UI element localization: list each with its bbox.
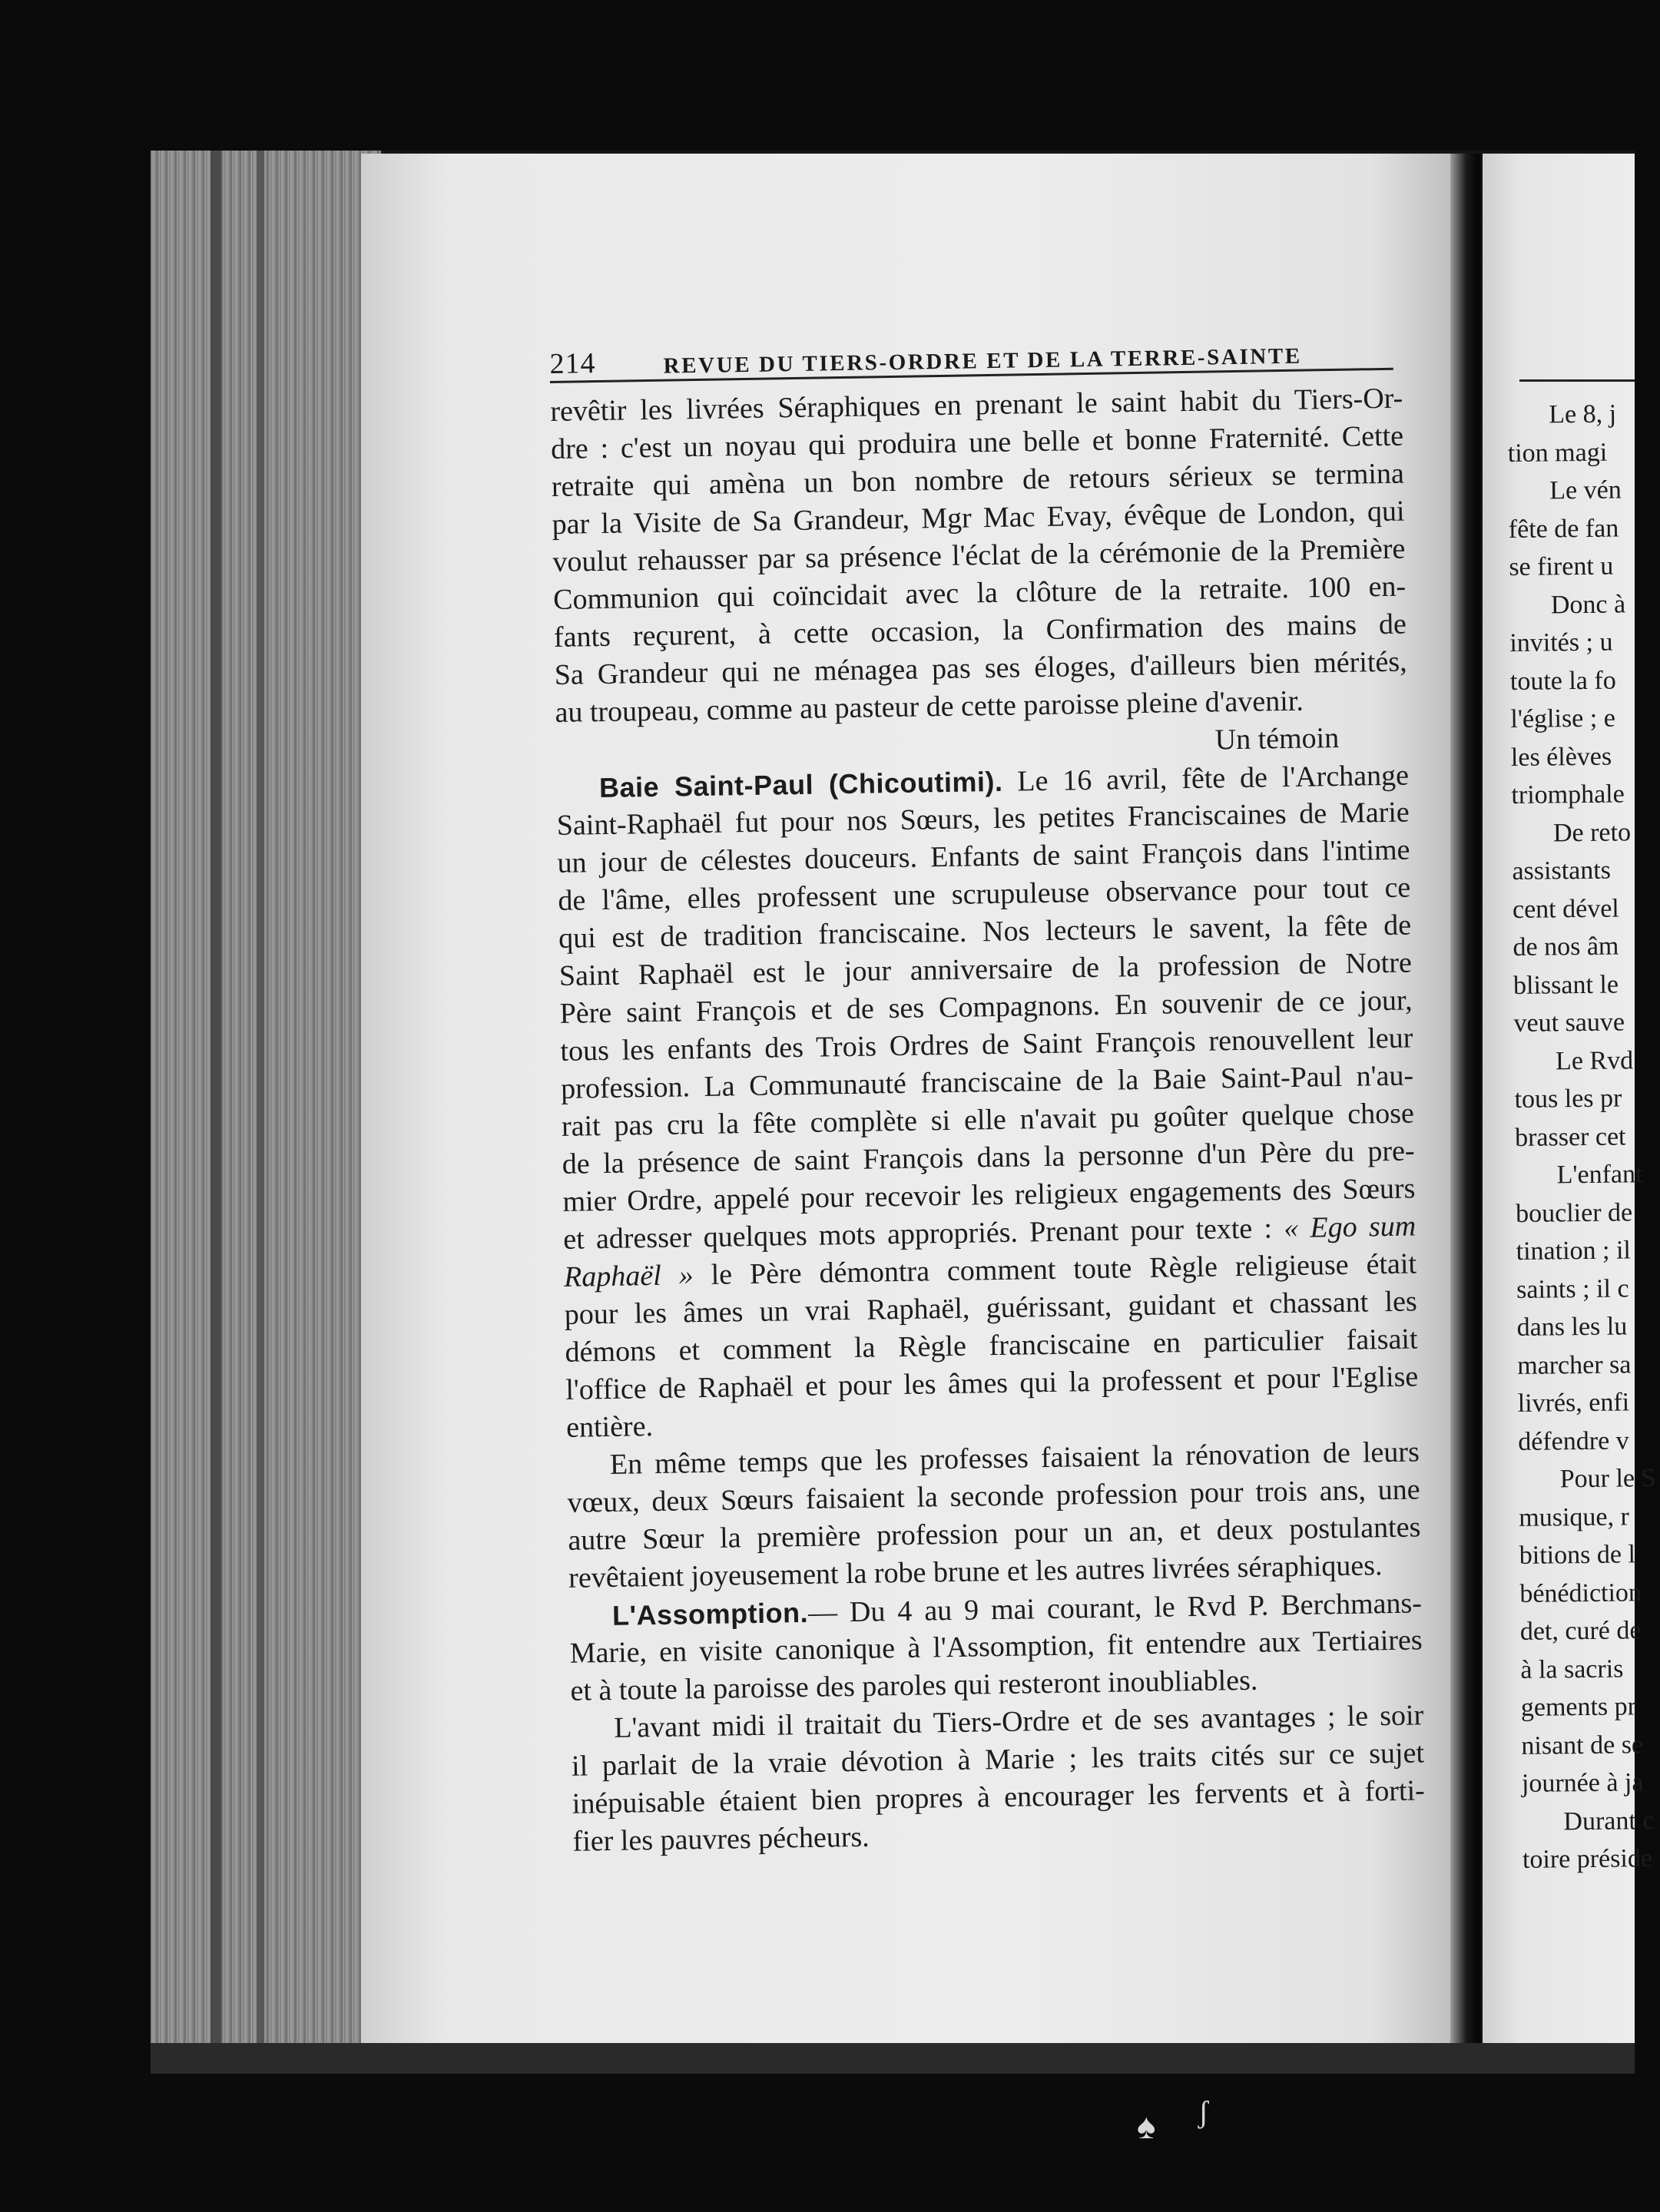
line-text: En même temps que les professes faisaient la rénovation de leurs bbox=[609, 1435, 1420, 1481]
line-text: inépuisable étaient bien propres à encourager les fervents et à forti- bbox=[572, 1774, 1426, 1820]
text-line: tion magi bbox=[1507, 438, 1608, 468]
line-text: tous les enfants des Trois Ordres de Saint François renouvellent leur bbox=[560, 1022, 1413, 1068]
text-line: musique, r bbox=[1519, 1502, 1630, 1532]
line-text: Le 16 avril, fête de l'Archange bbox=[1002, 759, 1410, 798]
page-edge-shadow bbox=[257, 151, 264, 2048]
italic-quote: « Ego sum bbox=[1271, 1210, 1416, 1245]
line-text: démons et comment la Règle franciscaine en particulier faisait bbox=[565, 1323, 1418, 1369]
dust-speck: ʃ bbox=[1198, 2094, 1209, 2129]
line-text: Communion qui coïncidait avec la clôture de la retraite. 100 en- bbox=[552, 570, 1407, 616]
text-line: Le vén bbox=[1549, 475, 1622, 505]
line-text: il parlait de la vraie dévotion à Marie ; les traits cités sur ce sujet bbox=[571, 1737, 1425, 1783]
text-line: triomphale bbox=[1511, 780, 1625, 810]
line-text: l'office de Raphaël et pour les âmes qui la professent et pour l'Eglise bbox=[565, 1360, 1419, 1406]
text-line: fête de fan bbox=[1508, 513, 1619, 544]
text-line: saints ; il c bbox=[1516, 1273, 1629, 1304]
line-text: L'avant midi il traitait du Tiers-Ordre et de ses avantages ; le soir bbox=[613, 1699, 1424, 1744]
line-text: revêtaient joyeusement la robe brune et les autres livrées séraphiques. bbox=[568, 1549, 1383, 1594]
line-text: dre : c'est un noyau qui produira une belle et bonne Fraternité. Cette bbox=[550, 419, 1404, 465]
page-edges bbox=[151, 151, 381, 2048]
line-text: de la présence de saint François dans la personne d'un Père du pre- bbox=[562, 1134, 1415, 1181]
dust-speck: ♠ bbox=[1137, 2107, 1156, 2146]
line-text: de l'âme, elles professent une scrupuleuse observance pour tout ce bbox=[558, 871, 1411, 917]
text-line: Le Rvd bbox=[1555, 1045, 1634, 1075]
text-line: brasser cet bbox=[1514, 1121, 1626, 1152]
page-edge-shadow bbox=[210, 151, 221, 2048]
text-line: bénédiction bbox=[1519, 1578, 1642, 1608]
text-line: se firent u bbox=[1509, 551, 1614, 581]
running-title: REVUE DU TIERS-ORDRE ET DE LA TERRE-SAINTE bbox=[663, 343, 1302, 379]
line-text: Marie, en visite canonique à l'Assomption, fit entendre aux Tertiaires bbox=[569, 1624, 1423, 1670]
line-text: rait pas cru la fête complète si elle n'avait pu goûter quelque chose bbox=[561, 1097, 1415, 1143]
line-text: pour les âmes un vrai Raphaël, guérissant, guidant et chassant les bbox=[564, 1285, 1418, 1331]
text-line: marcher sa bbox=[1517, 1349, 1632, 1380]
line-text: Saint-Raphaël fut pour nos Sœurs, les petites Franciscaines de Marie bbox=[556, 796, 1410, 842]
line-text: revêtir les livrées Séraphiques en prenant le saint habit du Tiers-Or- bbox=[550, 382, 1403, 428]
line-text: et à toute la paroisse des paroles qui resteront inoubliables. bbox=[570, 1664, 1258, 1707]
text-line: gements pr bbox=[1520, 1692, 1637, 1722]
text-line: det, curé de bbox=[1519, 1616, 1642, 1646]
line-text: mier Ordre, appelé pour recevoir les religieux engagements des Sœurs bbox=[562, 1172, 1416, 1218]
text-line: toire préside bbox=[1522, 1844, 1653, 1874]
section-heading: Baie Saint-Paul (Chicoutimi). bbox=[598, 765, 1003, 804]
page-number: 214 bbox=[549, 347, 596, 381]
italic-quote: Raphaël » bbox=[563, 1259, 694, 1293]
text-line: Durant c bbox=[1563, 1806, 1655, 1836]
line-text: fier les pauvres pécheurs. bbox=[572, 1820, 870, 1858]
line-text: — Du 4 au 9 mai courant, le Rvd P. Berchmans- bbox=[807, 1587, 1423, 1629]
text-line: à la sacris bbox=[1520, 1654, 1624, 1684]
section-heading: L'Assomption. bbox=[611, 1596, 809, 1631]
text-line: défendre v bbox=[1518, 1426, 1629, 1456]
text-line: veut sauve bbox=[1513, 1008, 1625, 1038]
text-line: Le 8, j bbox=[1549, 399, 1617, 429]
line-text: Un témoin bbox=[1214, 721, 1340, 757]
line-text: par la Visite de Sa Grandeur, Mgr Mac Evay, évêque de London, qui bbox=[552, 495, 1405, 541]
line-text: un jour de célestes douceurs. Enfants de saint François dans l'intime bbox=[557, 833, 1410, 879]
line-text: vœux, deux Sœurs faisaient la seconde profession pour trois ans, une bbox=[567, 1473, 1420, 1519]
line-text: et adresser quelques mots appropriés. Prenant pour texte : bbox=[562, 1212, 1273, 1256]
right-page-text bbox=[1507, 395, 1656, 1879]
line-text: Saint Raphaël est le jour anniversaire de la profession de Notre bbox=[558, 946, 1413, 992]
text-line: bouclier de bbox=[1515, 1197, 1633, 1228]
text-line: journée à ja bbox=[1521, 1768, 1644, 1798]
text-line: dans les lu bbox=[1516, 1312, 1628, 1342]
text-line: nisant de se bbox=[1521, 1730, 1644, 1760]
text-line: invités ; u bbox=[1509, 628, 1613, 657]
text-line: tous les pr bbox=[1514, 1084, 1622, 1114]
line-text: Père saint François et de ses Compagnons. En souvenir de ce jour, bbox=[559, 984, 1413, 1030]
text-line: De reto bbox=[1552, 817, 1632, 847]
line-text: le Père démontra comment toute Règle religieuse était bbox=[693, 1247, 1417, 1292]
line-text: fants reçurent, à cette occasion, la Confirmation des mains de bbox=[553, 608, 1407, 654]
text-line: livrés, enfi bbox=[1517, 1388, 1630, 1418]
left-page-text bbox=[550, 380, 1426, 1861]
text-line: tination ; il bbox=[1516, 1236, 1632, 1266]
text-line: Donc à bbox=[1550, 589, 1626, 619]
text-line: toute la fo bbox=[1509, 666, 1616, 696]
text-line: Pour le S bbox=[1559, 1464, 1656, 1494]
line-text: entière. bbox=[565, 1410, 654, 1444]
text-line: bitions de l bbox=[1519, 1540, 1636, 1570]
text-line: assistants bbox=[1512, 856, 1612, 886]
text-line: L'enfant bbox=[1556, 1160, 1643, 1190]
book-bottom-edge bbox=[151, 2043, 1635, 2074]
text-line: les élèves bbox=[1510, 742, 1612, 772]
line-text: retraite qui amèna un bon nombre de retours sérieux se termina bbox=[551, 457, 1405, 503]
right-page-header-rule bbox=[1519, 379, 1635, 382]
text-line: de nos âm bbox=[1513, 932, 1619, 962]
line-text: autre Sœur la première profession pour un an, et deux postulantes bbox=[568, 1511, 1421, 1557]
line-text: au troupeau, comme au pasteur de cette paroisse pleine d'avenir. bbox=[555, 684, 1304, 729]
line-text: qui est de tradition franciscaine. Nos lecteurs le savent, la fête de bbox=[558, 909, 1412, 955]
text-line: cent dével bbox=[1512, 894, 1619, 924]
line-text: voulut rehausser par sa présence l'éclat de la cérémonie de la Première bbox=[552, 532, 1406, 578]
line-text: profession. La Communauté franciscaine de la Baie Saint-Paul n'au- bbox=[560, 1059, 1414, 1105]
text-line: l'église ; e bbox=[1510, 704, 1616, 733]
text-line: blissant le bbox=[1513, 970, 1619, 1000]
line-text: Sa Grandeur qui ne ménagea pas ses éloges, d'ailleurs bien mérités, bbox=[554, 645, 1407, 691]
